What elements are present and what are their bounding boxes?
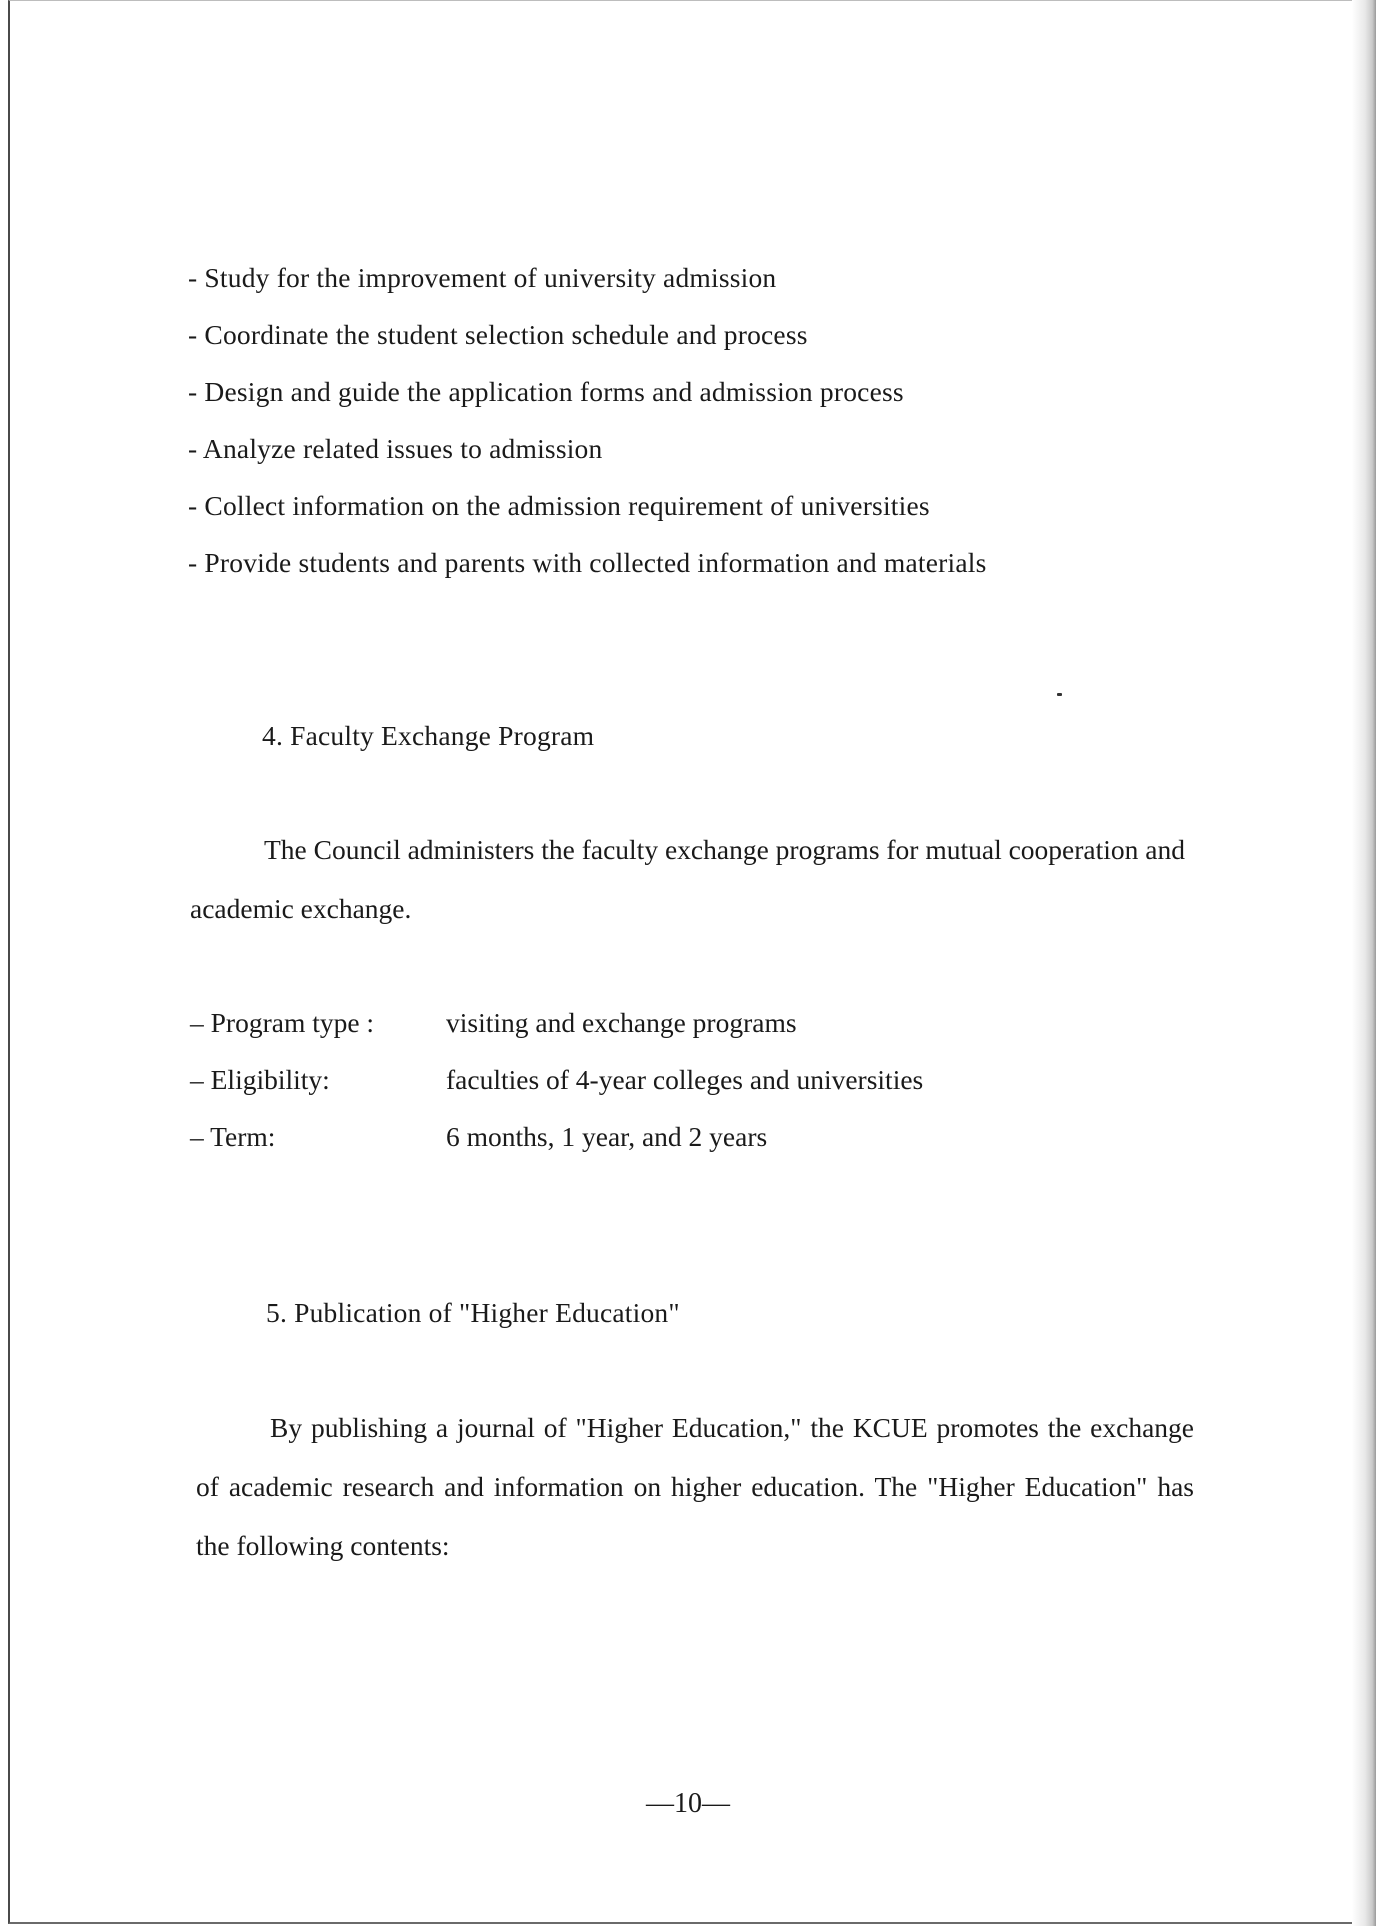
detail-row-eligibility [190, 1064, 1090, 1098]
publication-paragraph [196, 1398, 1194, 1575]
detail-row-term [190, 1121, 990, 1155]
detail-value: 6 months, 1 year, and 2 years [446, 1121, 768, 1152]
list-item: - Collect information on the admission requirement of universities [188, 490, 930, 521]
page-number: —10— [646, 1788, 730, 1819]
section-heading-publication: 5. Publication of "Higher Education" [266, 1297, 680, 1328]
publication-text: By publishing a journal of "Higher Education," the KCUE promotes the exchange of academic research and information on higher education. The "Higher Education" has the following contents: [196, 1412, 1194, 1561]
detail-label: – Program type : [190, 1007, 375, 1038]
scan-speck [1057, 693, 1062, 696]
faculty-exchange-text: The Council administers the faculty exchange programs for mutual cooperation and academic exchange. [190, 834, 1185, 924]
detail-label: – Term: [190, 1121, 276, 1152]
detail-value: visiting and exchange programs [446, 1007, 797, 1038]
list-item: - Design and guide the application forms and admission process [188, 376, 904, 407]
detail-value: faculties of 4-year colleges and universities [446, 1064, 924, 1095]
faculty-exchange-paragraph [190, 820, 1185, 938]
section-heading-faculty-exchange: 4. Faculty Exchange Program [262, 720, 595, 751]
page-edge-shadow [1352, 0, 1376, 1926]
detail-row-program-type [190, 1007, 990, 1041]
list-item: - Coordinate the student selection schedule and process [188, 319, 808, 350]
list-item: - Analyze related issues to admission [188, 433, 603, 464]
detail-label: – Eligibility: [190, 1064, 330, 1095]
list-item: - Provide students and parents with collected information and materials [188, 547, 987, 578]
list-item: - Study for the improvement of university admission [188, 262, 777, 293]
